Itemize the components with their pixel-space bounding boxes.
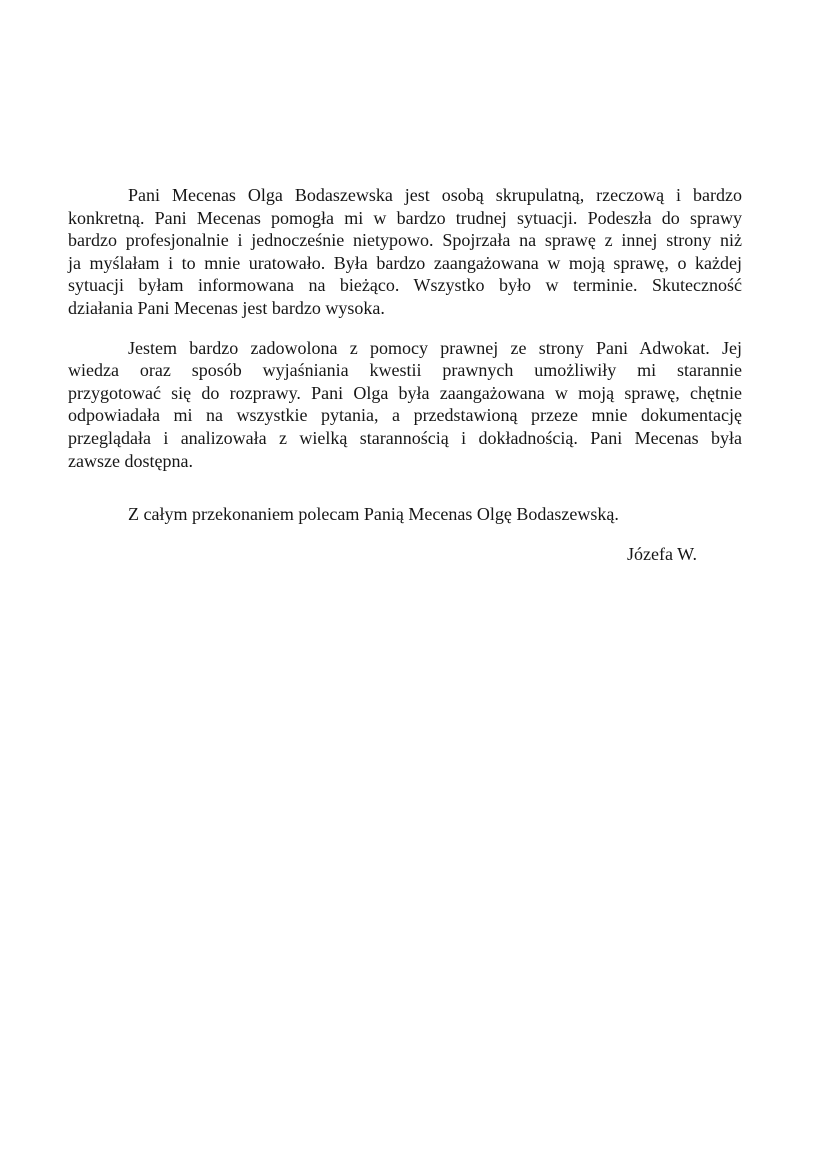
paragraph-line: sytuacji byłam informowana na bieżąco. Wszystko było w terminie. Skuteczność [68,275,742,296]
paragraph-line: ja myślałam i to mnie uratowało. Była bardzo zaangażowana w moją sprawę, o każdej [68,252,742,273]
letter-body [68,184,742,565]
paragraph-line: zawsze dostępna. [68,450,193,471]
paragraph-line: działania Pani Mecenas jest bardzo wysoka. [68,297,385,318]
letter-paragraph [68,503,742,526]
paragraph-line: przeglądała i analizowała z wielką starannością i dokładnością. Pani Mecenas była [68,427,742,448]
paragraph-line: konkretną. Pani Mecenas pomogła mi w bardzo trudnej sytuacji. Podeszła do sprawy [68,207,742,228]
paragraphs [68,184,742,526]
paragraph-line: przygotować się do rozprawy. Pani Olga była zaangażowana w moją sprawę, chętnie [68,382,742,403]
paragraph-line: Z całym przekonaniem polecam Panią Mecenas Olgę Bodaszewską. [128,504,619,525]
paragraph-line: odpowiadała mi na wszystkie pytania, a przedstawioną przeze mnie dokumentację [68,405,742,426]
paragraph-line: Pani Mecenas Olga Bodaszewska jest osobą skrupulatną, rzeczową i bardzo [128,185,742,205]
paragraph-line: bardzo profesjonalnie i jednocześnie nietypowo. Spojrzała na sprawę z innej strony niż [68,230,742,251]
signature: Józefa W. [627,543,697,564]
letter-paragraph [68,337,742,473]
paragraph-line: Jestem bardzo zadowolona z pomocy prawnej ze strony Pani Adwokat. Jej [128,337,742,358]
paragraph-line: wiedza oraz sposób wyjaśniania kwestii prawnych umożliwiły mi starannie [68,360,742,381]
letter-paragraph [68,184,742,320]
